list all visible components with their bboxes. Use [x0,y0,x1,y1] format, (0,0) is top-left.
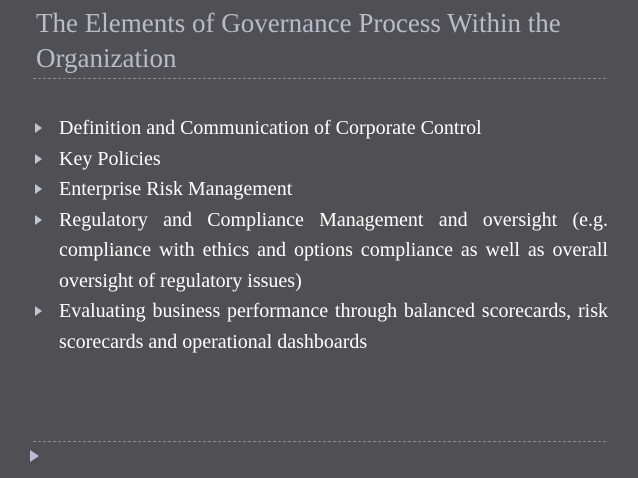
bullet-text: Key Policies [59,147,161,170]
bullet-item [33,205,608,297]
bullet-item [33,174,608,205]
title-divider [33,78,606,79]
bullet-list [33,113,608,357]
bullet-text: Regulatory and Compliance Management and oversight (e.g. compliance with ethics and options compliance as well as overall oversight of regulatory issues) [59,208,608,292]
triangle-right-icon [35,154,42,164]
triangle-right-icon [35,215,42,225]
triangle-right-icon [35,306,42,316]
triangle-right-icon [35,184,42,194]
triangle-right-icon [35,123,42,133]
footer-divider [33,441,606,442]
bullet-text: Enterprise Risk Management [59,178,293,200]
slide-nav-icon[interactable] [28,449,42,463]
slide-title: The Elements of Governance Process Within the Organization [36,8,561,73]
bullet-text: Definition and Communication of Corporate Control [59,117,482,139]
bullet-text: Evaluating business performance through balanced scorecards, risk scorecards and operational dashboards [59,300,608,353]
bullet-item [33,296,608,357]
bullet-item [33,144,608,175]
bullet-item [33,113,608,144]
